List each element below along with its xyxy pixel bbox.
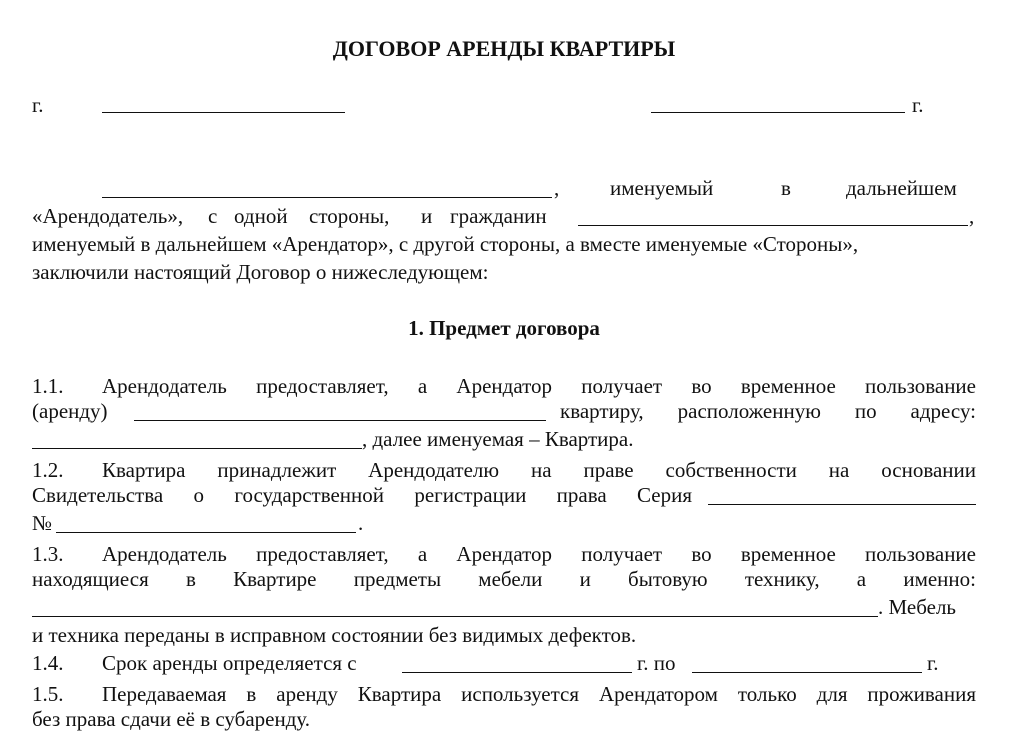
clause-text: . Мебель (878, 595, 957, 619)
preamble-line-2: «Арендодатель», с одной стороны, и гражданин , (32, 204, 975, 228)
preamble-word: с (208, 204, 218, 228)
date-line (32, 93, 976, 119)
preamble-word: дальнейшем (846, 176, 957, 200)
preamble-word: «Арендодатель», (32, 204, 184, 228)
clause-text: Передаваемая в аренду Квартира используется Арендатором только для проживания (102, 682, 976, 706)
clause-text: г. (927, 651, 939, 675)
clause-number: 1.4. (32, 651, 64, 675)
clause-text: Арендодатель предоставляет, а Арендатор получает во временное пользование (102, 542, 976, 566)
clause-1-3-line-3 (32, 595, 976, 623)
clause-1-2-line-3 (32, 511, 976, 539)
preamble-word: именуемый (610, 176, 714, 200)
preamble-line-3: именуемый в дальнейшем «Арендатор», с другой стороны, а вместе именуемые «Стороны», (32, 232, 859, 256)
landlord-name-blank[interactable] (102, 178, 552, 198)
preamble-word: в (781, 176, 791, 200)
preamble-line-4: заключили настоящий Договор о нижеследующем: (32, 260, 489, 284)
document-title: ДОГОВОР АРЕНДЫ КВАРТИРЫ (332, 36, 676, 61)
clause-1-5-line-1 (32, 679, 976, 707)
address-blank-2[interactable] (32, 429, 362, 449)
clause-number: 1.5. (32, 682, 64, 706)
clause-1-3-line-2 (32, 567, 976, 595)
clause-1-1-line-3 (32, 427, 976, 455)
clause-number: 1.2. (32, 458, 64, 482)
clause-text: г. по (637, 651, 676, 675)
certificate-series-blank[interactable] (708, 485, 976, 505)
clause-text: . (358, 511, 364, 535)
city-blank[interactable] (102, 93, 345, 113)
year-suffix: г. (912, 93, 924, 117)
preamble-word: и (421, 204, 433, 228)
start-date-blank[interactable] (402, 653, 632, 673)
clause-text: Арендодатель предоставляет, а Арендатор получает во временное пользование (102, 374, 976, 398)
address-blank[interactable] (134, 401, 546, 421)
clause-text: квартиру, расположенную по адресу: (560, 399, 976, 423)
city-prefix: г. (32, 93, 44, 117)
clause-text: , далее именуемая – Квартира. (362, 427, 634, 451)
clause-text: находящиеся в Квартире предметы мебели и бытовую технику, а именно: (32, 567, 976, 591)
certificate-number-blank[interactable] (56, 513, 356, 533)
clause-text: (аренду) (32, 399, 108, 423)
tenant-name-blank[interactable] (578, 206, 968, 226)
preamble-word: гражданин (450, 204, 547, 228)
furniture-list-blank[interactable] (32, 597, 878, 617)
clause-1-1-line-2 (32, 399, 976, 427)
end-date-blank[interactable] (692, 653, 922, 673)
section-title: 1. Предмет договора (408, 316, 600, 340)
clause-1-5-line-2: без права сдачи её в субаренду. (32, 707, 311, 731)
clause-text: Свидетельства о государственной регистрации права Серия (32, 483, 692, 507)
preamble-line-1: , именуемый в дальнейшем (32, 176, 976, 204)
clause-text: Квартира принадлежит Арендодателю на праве собственности на основании (102, 458, 976, 482)
clause-1-4-line-1 (32, 651, 976, 679)
clause-1-3-line-1 (32, 539, 976, 567)
clause-text: Срок аренды определяется с (102, 651, 357, 675)
contract-page (32, 0, 976, 732)
clause-number: 1.3. (32, 542, 64, 566)
date-blank[interactable] (651, 93, 905, 113)
preamble-word: стороны, (309, 204, 390, 228)
clause-number: 1.1. (32, 374, 64, 398)
clause-1-2-line-1 (32, 455, 976, 483)
clause-text: № (32, 511, 53, 535)
clause-1-3-line-4: и техника переданы в исправном состоянии без видимых дефектов. (32, 623, 637, 647)
clause-1-1-line-1 (32, 371, 976, 399)
preamble-word: одной (234, 204, 288, 228)
clause-1-2-line-2 (32, 483, 976, 511)
